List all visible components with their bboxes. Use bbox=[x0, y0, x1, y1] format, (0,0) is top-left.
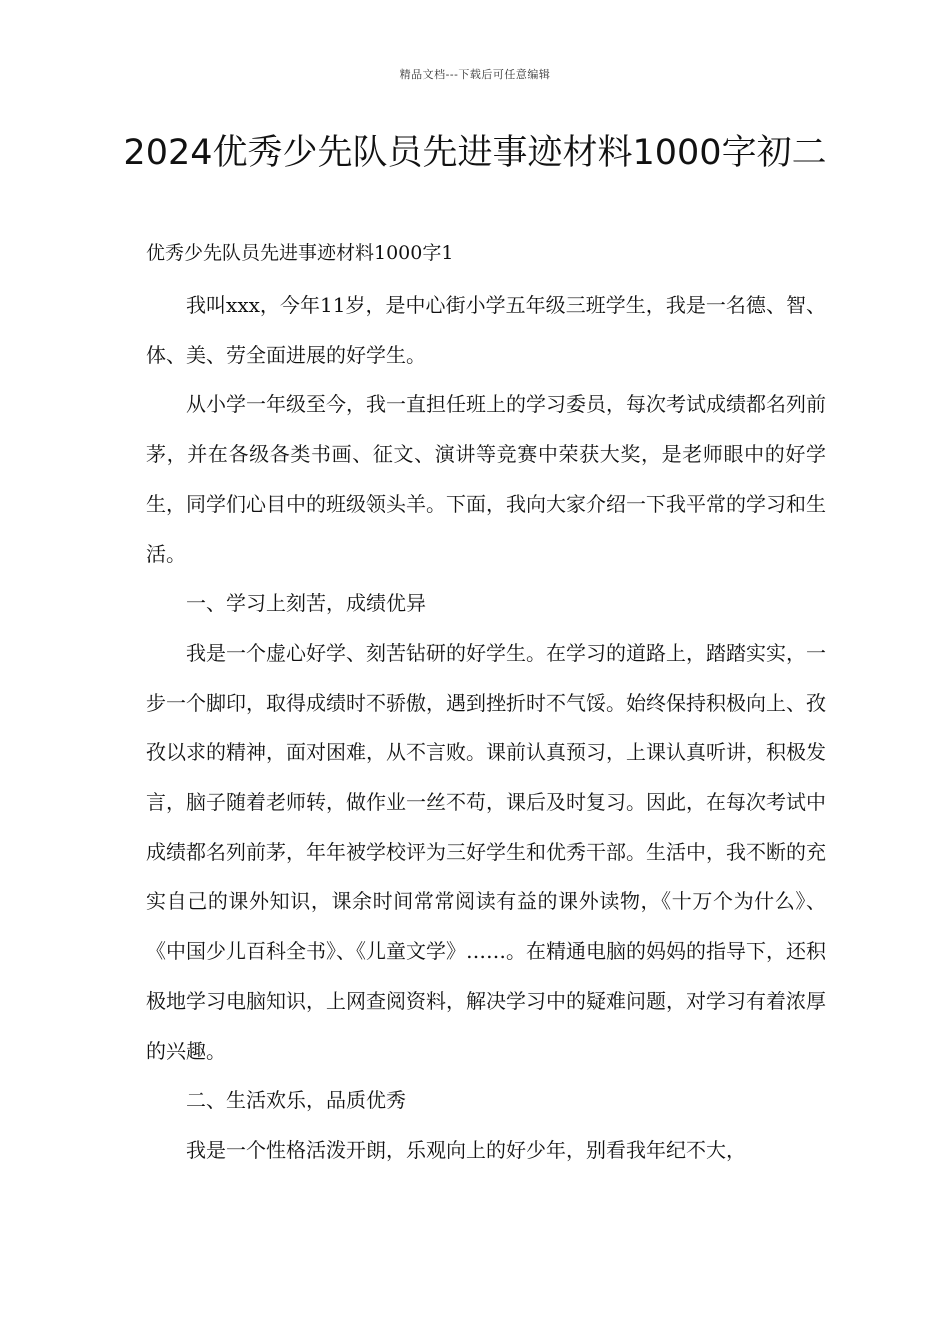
header-note: 精品文档---下载后可任意编辑 bbox=[399, 68, 551, 81]
paragraph-intro: 我叫xxx，今年11岁，是中心街小学五年级三班学生，我是一名德、智、体、美、劳全面进展的好学生。 bbox=[146, 293, 826, 367]
paragraph-study: 我是一个虚心好学、刻苦钻研的好学生。在学习的道路上，踏踏实实，一步一个脚印，取得成绩时不骄傲，遇到挫折时不气馁。始终保持积极向上、孜孜以求的精神，面对困难，从不言败。课前认真预习，上课认真听讲，积极发言，脑子随着老师转，做作业一丝不苟，课后及时复习。因此，在每次考试中成绩都名列前茅，年年被学校评为三好学生和优秀干部。生活中，我不断的充实自己的课外知识，课余时间常常阅读有益的课外读物，《十万个为什么》、《中国少儿百科全书》、《儿童文学》……。在精通电脑的妈妈的指导下，还积极地学习电脑知识，上网查阅资料，解决学习中的疑难问题，对学习有着浓厚的兴趣。 bbox=[146, 640, 826, 1063]
heading-study: 一、学习上刻苦，成绩优异 bbox=[186, 591, 426, 616]
section-subtitle: 优秀少先队员先进事迹材料1000字1 bbox=[146, 242, 454, 264]
document-body bbox=[146, 281, 826, 1176]
document-title: 2024优秀少先队员先进事迹材料1000字初二 bbox=[123, 133, 827, 173]
paragraph-life: 我是一个性格活泼开朗，乐观向上的好少年，别看我年纪不大， bbox=[186, 1137, 746, 1162]
heading-life: 二、生活欢乐，品质优秀 bbox=[186, 1088, 406, 1113]
paragraph-achievements: 从小学一年级至今，我一直担任班上的学习委员，每次考试成绩都名列前茅，并在各级各类书画、征文、演讲等竞赛中荣获大奖，是老师眼中的好学生，同学们心目中的班级领头羊。下面，我向大家介绍一下我平常的学习和生活。 bbox=[146, 392, 826, 566]
